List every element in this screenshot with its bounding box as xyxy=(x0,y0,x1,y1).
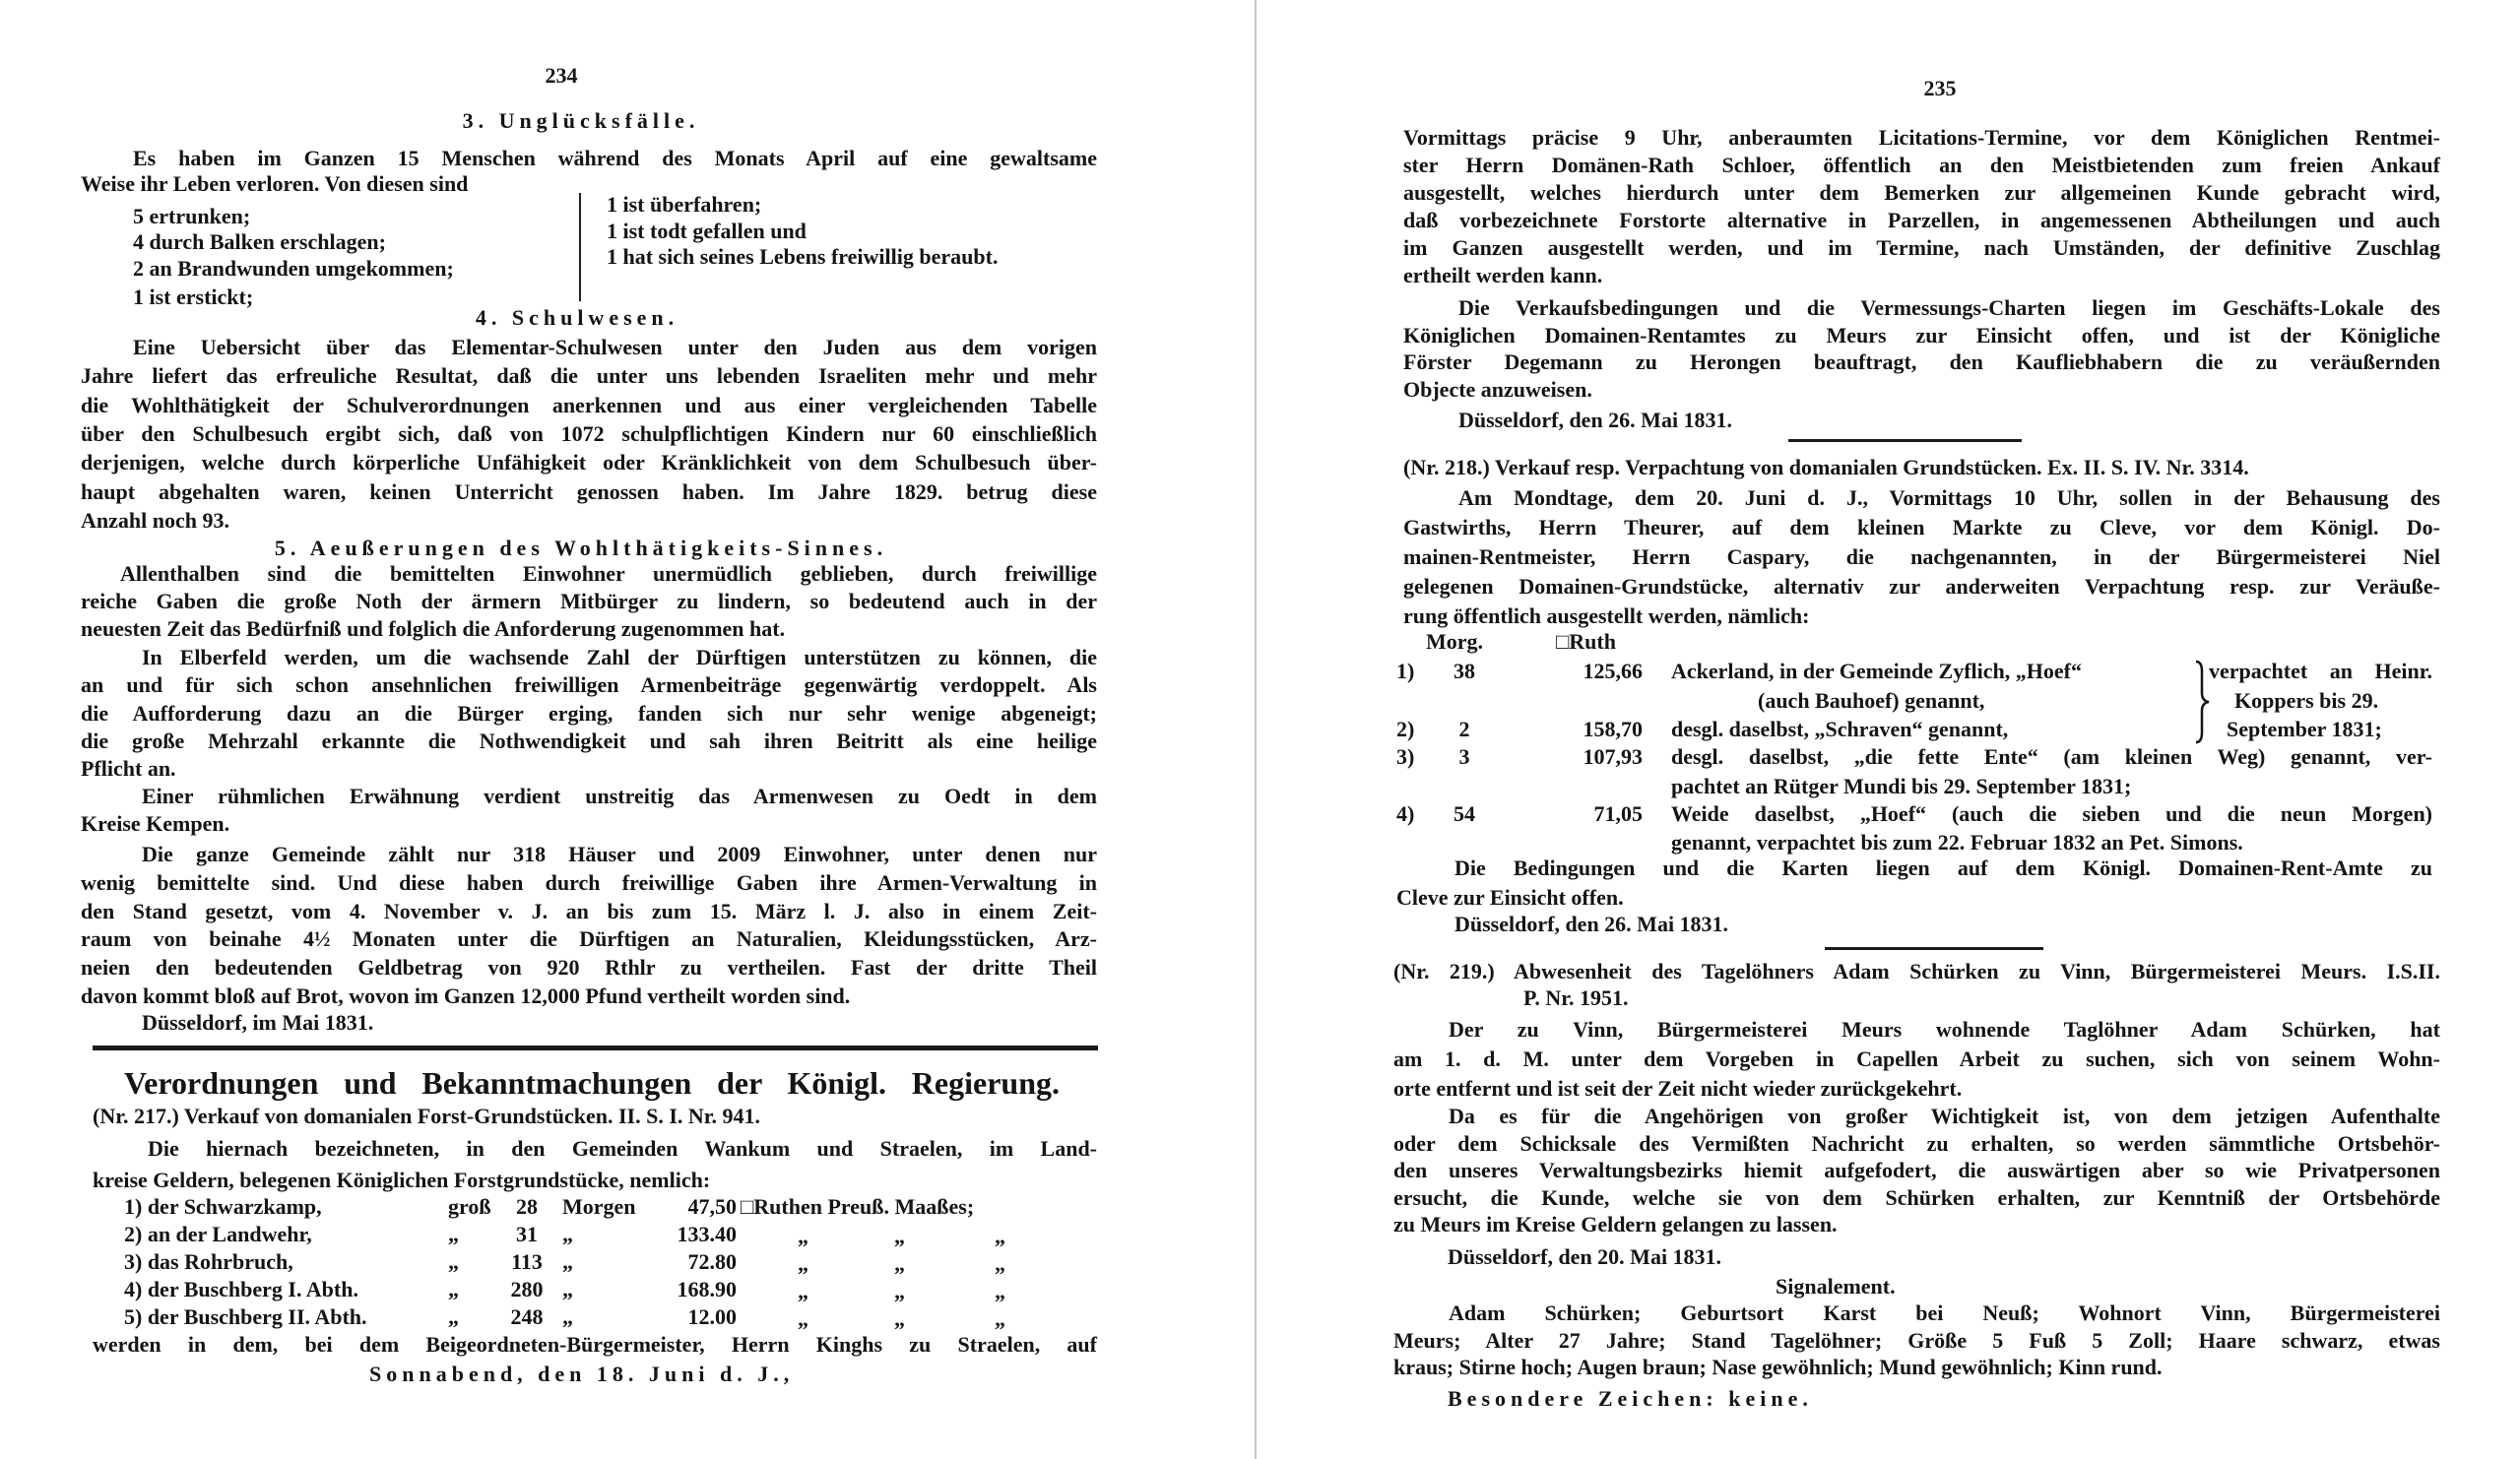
notice-title: (Nr. 217.) Verkauf von domanialen Forst-Grundstücken. II. S. I. Nr. 941. xyxy=(93,1104,761,1128)
paragraph-line: Königlichen Domainen-Rentamtes zu Meurs zur Einsicht offen, und ist der Königliche xyxy=(1403,322,2440,348)
list-item: 5 ertrunken; xyxy=(133,204,251,228)
table-cell-description: pachtet an Rütger Mundi bis 29. September 1831; xyxy=(1671,774,2132,798)
table-cell-gross: „ xyxy=(448,1277,459,1301)
ditto-mark: „ xyxy=(995,1251,1005,1276)
table-cell-description: genannt, verpachtet bis zum 22. Februar 1832 an Pet. Simons. xyxy=(1671,830,2243,855)
paragraph-line: Einer rühmlichen Erwähnung verdient unstreitig das Armenwesen zu Oedt in dem xyxy=(142,784,1097,808)
paragraph-line: am 1. d. M. unter dem Vorgeben in Capellen Arbeit zu suchen, sich von seinem Wohn- xyxy=(1393,1047,2440,1071)
table-cell-ruthen: 72.80 xyxy=(687,1249,737,1274)
table-cell-morgen: 113 xyxy=(511,1249,543,1274)
paragraph-line: werden in dem, bei dem Beigeordneten-Bürgermeister, Herrn Kinghs zu Straelen, auf xyxy=(93,1332,1097,1357)
paragraph-line: rung öffentlich ausgestellt werden, nämlich: xyxy=(1403,603,1810,628)
notice-title: (Nr. 219.) Abwesenheit des Tagelöhners Adam Schürken zu Vinn, Bürgermeisterei Meurs. I.S.II. xyxy=(1393,959,2440,983)
table-cell-ruthen: 125,66 xyxy=(1583,659,1643,683)
table-cell-gross: „ xyxy=(448,1249,459,1274)
paragraph-line: Sonnabend, den 18. Juni d. J., xyxy=(369,1362,795,1386)
table-cell-ruthen: 107,93 xyxy=(1583,744,1643,769)
paragraph-line: Vormittags präcise 9 Uhr, anberaumten Licitations-Termine, vor dem Königlichen Rentmei- xyxy=(1403,125,2440,150)
paragraph-line: Die ganze Gemeinde zählt nur 318 Häuser und 2009 Einwohner, unter denen nur xyxy=(142,842,1097,866)
list-column-divider xyxy=(579,193,581,301)
table-cell-unit-tail: □Ruthen Preuß. Maaßes; xyxy=(741,1194,975,1219)
paragraph-line: Die Bedingungen und die Karten liegen auf dem Königl. Domainen-Rent-Amte zu xyxy=(1454,856,2432,880)
paragraph-line: Weise ihr Leben verloren. Von diesen sind xyxy=(81,171,469,196)
ditto-mark: „ xyxy=(894,1279,905,1303)
ditto-mark: „ xyxy=(894,1224,905,1248)
paragraph-line: zu Meurs im Kreise Geldern gelangen zu lassen. xyxy=(1393,1212,1838,1237)
ditto-mark: „ xyxy=(798,1306,808,1331)
column-header: Morg. xyxy=(1426,629,1484,654)
table-cell-gross: „ xyxy=(448,1222,459,1246)
brace-note: Koppers bis 29. xyxy=(2234,688,2379,713)
table-cell-description: Weide daselbst, „Hoef“ (auch die sieben und die neun Morgen) xyxy=(1671,801,2432,826)
paragraph-line: im Ganzen ausgestellt werden, und im Termine, nach Umständen, der definitive Zuschlag xyxy=(1403,235,2440,260)
table-cell-unit: „ xyxy=(562,1277,573,1301)
list-item: 1 ist erstickt; xyxy=(133,285,254,309)
page-gutter-divider xyxy=(1255,0,1257,1459)
table-cell-morgen: 3 xyxy=(1458,744,1470,769)
paragraph-line: Adam Schürken; Geburtsort Karst bei Neuß; Wohnort Vinn, Bürgermeisterei xyxy=(1449,1300,2440,1325)
table-cell-number: 3) xyxy=(1396,744,1415,769)
table-cell-number: 2) xyxy=(1396,717,1415,741)
table-cell-ruthen: 168.90 xyxy=(677,1277,737,1301)
paragraph-line: kraus; Stirne hoch; Augen braun; Nase gewöhnlich; Mund gewöhnlich; Kinn rund. xyxy=(1393,1355,2163,1379)
paragraph-line: Der zu Vinn, Bürgermeisterei Meurs wohnende Taglöhner Adam Schürken, hat xyxy=(1449,1017,2440,1042)
table-cell-name: 5) der Buschberg II. Abth. xyxy=(124,1304,367,1329)
ditto-mark: „ xyxy=(995,1306,1005,1331)
ditto-mark: „ xyxy=(798,1251,808,1276)
table-cell-name: 4) der Buschberg I. Abth. xyxy=(124,1277,358,1301)
table-cell-description: desgl. daselbst, „Schraven“ genannt, xyxy=(1671,717,2009,741)
table-cell-number: 4) xyxy=(1396,801,1415,826)
paragraph-line: die Aufforderung dazu an die Bürger erging, fanden sich nur sehr wenige abgeneigt; xyxy=(81,700,1097,726)
paragraph-line: derjenigen, welche durch körperliche Unfähigkeit oder Kränklichkeit von dem Schulbesuch über- xyxy=(81,450,1097,476)
paragraph-line: reiche Gaben die große Noth der ärmern Mitbürger zu lindern, so bedeutend auch in der xyxy=(81,589,1097,613)
ditto-mark: „ xyxy=(995,1279,1005,1303)
section-rule xyxy=(93,1046,1098,1050)
section-heading: 4. Schulwesen. xyxy=(475,305,679,330)
paragraph-line: Anzahl noch 93. xyxy=(81,507,229,533)
ditto-mark: „ xyxy=(798,1224,808,1248)
table-cell-name: 1) der Schwarzkamp, xyxy=(124,1194,322,1219)
brace-note: verpachtet an Heinr. xyxy=(2209,659,2432,683)
table-cell-gross: groß xyxy=(448,1194,491,1219)
ditto-mark: „ xyxy=(894,1251,905,1276)
paragraph-line: Objecte anzuweisen. xyxy=(1403,377,1592,403)
table-cell-unit: Morgen xyxy=(562,1194,636,1219)
section-heading: 5. Aeußerungen des Wohlthätigkeits-Sinnes. xyxy=(274,536,888,560)
table-cell-morgen: 248 xyxy=(510,1304,544,1329)
list-item: 4 durch Balken erschlagen; xyxy=(133,229,386,254)
separator-rule xyxy=(1825,947,2043,950)
table-cell-ruthen: 158,70 xyxy=(1583,717,1643,741)
paragraph-line: Cleve zur Einsicht offen. xyxy=(1396,885,1624,910)
paragraph-line: den unseres Verwaltungsbezirks hiemit aufgefodert, die auswärtigen aber so wie Privatpersonen xyxy=(1393,1158,2440,1182)
paragraph-line: Jahre liefert das erfreuliche Resultat, daß die unter uns lebenden Israeliten mehr und mehr xyxy=(81,363,1097,389)
paragraph-line: neuesten Zeit das Bedürfniß und folglich die Anforderung zugenommen hat. xyxy=(81,616,786,641)
paragraph-line: davon kommt bloß auf Brot, wovon im Ganzen 12,000 Pfund vertheilt worden sind. xyxy=(81,983,851,1008)
table-cell-ruthen: 71,05 xyxy=(1593,801,1643,826)
table-cell-description: Ackerland, in der Gemeinde Zyflich, „Hoef“ xyxy=(1671,659,2082,683)
paragraph-line: ster Herrn Domänen-Rath Schloer, öffentlich an den Meistbietenden zum freien Ankauf xyxy=(1403,153,2440,177)
paragraph-line: ertheilt werden kann. xyxy=(1403,263,1603,287)
paragraph-line: Besondere Zeichen: keine. xyxy=(1448,1386,1813,1411)
paragraph-line: den Stand gesetzt, vom 4. November v. J. an bis zum 15. März l. J. also in einem Zeit- xyxy=(81,898,1097,923)
list-item: 1 ist todt gefallen und xyxy=(607,219,807,243)
date-line: Düsseldorf, im Mai 1831. xyxy=(142,1010,374,1035)
section-heading: Signalement. xyxy=(1776,1274,1896,1299)
table-cell-morgen: 38 xyxy=(1454,659,1475,683)
paragraph-line: In Elberfeld werden, um die wachsende Zahl der Dürftigen unterstützen zu können, die xyxy=(142,645,1097,669)
paragraph-line: Pflicht an. xyxy=(81,756,176,782)
paragraph-line: kreise Geldern, belegenen Königlichen Forstgrundstücke, nemlich: xyxy=(93,1168,711,1192)
ditto-mark: „ xyxy=(798,1279,808,1303)
paragraph-line: über den Schulbesuch ergibt sich, daß von 1072 schulpflichtigen Kindern nur 60 einschließlich xyxy=(81,420,1097,446)
table-cell-description: (auch Bauhoef) genannt, xyxy=(1758,688,1985,713)
paragraph-line: Die Verkaufsbedingungen und die Vermessungs-Charten liegen im Geschäfts-Lokale des xyxy=(1458,295,2440,320)
paragraph-line: Es haben im Ganzen 15 Menschen während des Monats April auf eine gewaltsame xyxy=(133,146,1097,170)
paragraph-line: die Wohlthätigkeit der Schulverordnungen anerkennen und aus einer vergleichenden Tabelle xyxy=(81,392,1097,417)
brace-note: September 1831; xyxy=(2227,717,2382,741)
paragraph-line: mainen-Rentmeister, Herrn Caspary, die nachgenannten, in der Bürgermeisterei Niel xyxy=(1403,544,2440,569)
table-cell-unit: „ xyxy=(562,1304,573,1329)
paragraph-line: Allenthalben sind die bemittelten Einwohner unermüdlich geblieben, durch freiwillige xyxy=(120,561,1097,586)
separator-rule xyxy=(1788,439,2022,442)
table-cell-name: 2) an der Landwehr, xyxy=(124,1222,312,1246)
table-cell-ruthen: 12.00 xyxy=(687,1304,737,1329)
table-cell-gross: „ xyxy=(448,1304,459,1329)
page-number: 234 xyxy=(545,63,578,88)
date-line: Düsseldorf, den 26. Mai 1831. xyxy=(1454,912,1729,936)
paragraph-line: ausgestellt, welches hierdurch unter dem Bemerken zur allgemeinen Kunde gebracht wird, xyxy=(1403,180,2440,205)
date-line: Düsseldorf, den 26. Mai 1831. xyxy=(1458,408,1733,432)
notice-title: P. Nr. 1951. xyxy=(1523,985,1629,1010)
main-heading: Verordnungen und Bekanntmachungen der Königl. Regierung. xyxy=(124,1065,1060,1101)
paragraph-line: die große Mehrzahl erkannte die Nothwendigkeit und sah ihren Beitritt als eine heilige xyxy=(81,728,1097,753)
table-cell-morgen: 2 xyxy=(1458,717,1470,741)
paragraph-line: gelegenen Domainen-Grundstücke, alternativ zur anderweiten Verpachtung resp. zur Veräuße- xyxy=(1403,574,2440,599)
table-cell-name: 3) das Rohrbruch, xyxy=(124,1249,293,1274)
paragraph-line: Eine Uebersicht über das Elementar-Schulwesen unter den Juden aus dem vorigen xyxy=(133,335,1097,359)
paragraph-line: Die hiernach bezeichneten, in den Gemeinden Wankum und Straelen, im Land- xyxy=(148,1136,1097,1161)
paragraph-line: Förster Degemann zu Herongen beauftragt, den Kaufliebhabern die zu veräußernden xyxy=(1403,349,2440,375)
paragraph-line: Gastwirths, Herrn Theurer, auf dem kleinen Markte zu Cleve, vor dem Königl. Do- xyxy=(1403,515,2440,539)
paragraph-line: daß vorbezeichnete Forstorte alternative in Parzellen, in angemessenen Abtheilungen und auch xyxy=(1403,208,2440,232)
table-cell-morgen: 31 xyxy=(516,1222,538,1246)
paragraph-line: raum von beinahe 4½ Monaten unter die Dürftigen an Naturalien, Kleidungsstücken, Arz- xyxy=(81,926,1097,952)
paragraph-line: oder dem Schicksale des Vermißten Nachricht zu erhalten, so werden sämmtliche Ortsbehör- xyxy=(1393,1130,2440,1156)
notice-title: (Nr. 218.) Verkauf resp. Verpachtung von domanialen Grundstücken. Ex. II. S. IV. Nr. 3314. xyxy=(1403,455,2249,479)
column-header: □Ruth xyxy=(1556,629,1616,654)
section-heading: 3. Unglücksfälle. xyxy=(462,108,700,133)
table-cell-unit: „ xyxy=(562,1249,573,1274)
paragraph-line: neien den bedeutenden Geldbetrag von 920 Rthlr zu vertheilen. Fast der dritte Theil xyxy=(81,955,1097,981)
paragraph-line: Kreise Kempen. xyxy=(81,811,230,836)
list-item: 2 an Brandwunden umgekommen; xyxy=(133,256,454,281)
paragraph-line: an und für sich schon ansehnlichen freiwilligen Armenbeiträge gegenwärtig verdoppelt. Als xyxy=(81,672,1097,698)
table-cell-ruthen: 47,50 xyxy=(687,1194,737,1219)
table-cell-unit: „ xyxy=(562,1222,573,1246)
ditto-mark: „ xyxy=(894,1306,905,1331)
list-item: 1 hat sich seines Lebens freiwillig beraubt. xyxy=(607,244,999,269)
table-cell-morgen: 280 xyxy=(510,1277,544,1301)
table-cell-morgen: 28 xyxy=(516,1194,538,1219)
paragraph-line: Da es für die Angehörigen von großer Wichtigkeit ist, von dem jetzigen Aufenthalte xyxy=(1449,1104,2440,1128)
table-cell-ruthen: 133.40 xyxy=(677,1222,737,1246)
paragraph-line: ersucht, die Kunde, welche sie von dem Schürken erhalten, zur Kenntniß der Ortsbehörde xyxy=(1393,1184,2440,1210)
ditto-mark: „ xyxy=(995,1224,1005,1248)
paragraph-line: orte entfernt und ist seit der Zeit nicht wieder zurückgekehrt. xyxy=(1393,1076,1963,1101)
paragraph-line: Am Mondtage, dem 20. Juni d. J., Vormittags 10 Uhr, sollen in der Behausung des xyxy=(1458,485,2440,510)
paragraph-line: Meurs; Alter 27 Jahre; Stand Tagelöhner; Größe 5 Fuß 5 Zoll; Haare schwarz, etwas xyxy=(1393,1327,2440,1353)
paragraph-line: wenig bemittelte sind. Und diese haben durch freiwillige Gaben ihre Armen-Verwaltung in xyxy=(81,869,1097,895)
list-item: 1 ist überfahren; xyxy=(607,192,762,217)
table-cell-morgen: 54 xyxy=(1454,801,1475,826)
paragraph-line: haupt abgehalten waren, keinen Unterricht genossen haben. Im Jahre 1829. betrug diese xyxy=(81,478,1097,504)
page-number: 235 xyxy=(1923,76,1957,100)
table-cell-number: 1) xyxy=(1396,659,1415,683)
table-cell-description: desgl. daselbst, „die fette Ente“ (am kleinen Weg) genannt, ver- xyxy=(1671,744,2432,769)
date-line: Düsseldorf, den 20. Mai 1831. xyxy=(1448,1244,1722,1269)
